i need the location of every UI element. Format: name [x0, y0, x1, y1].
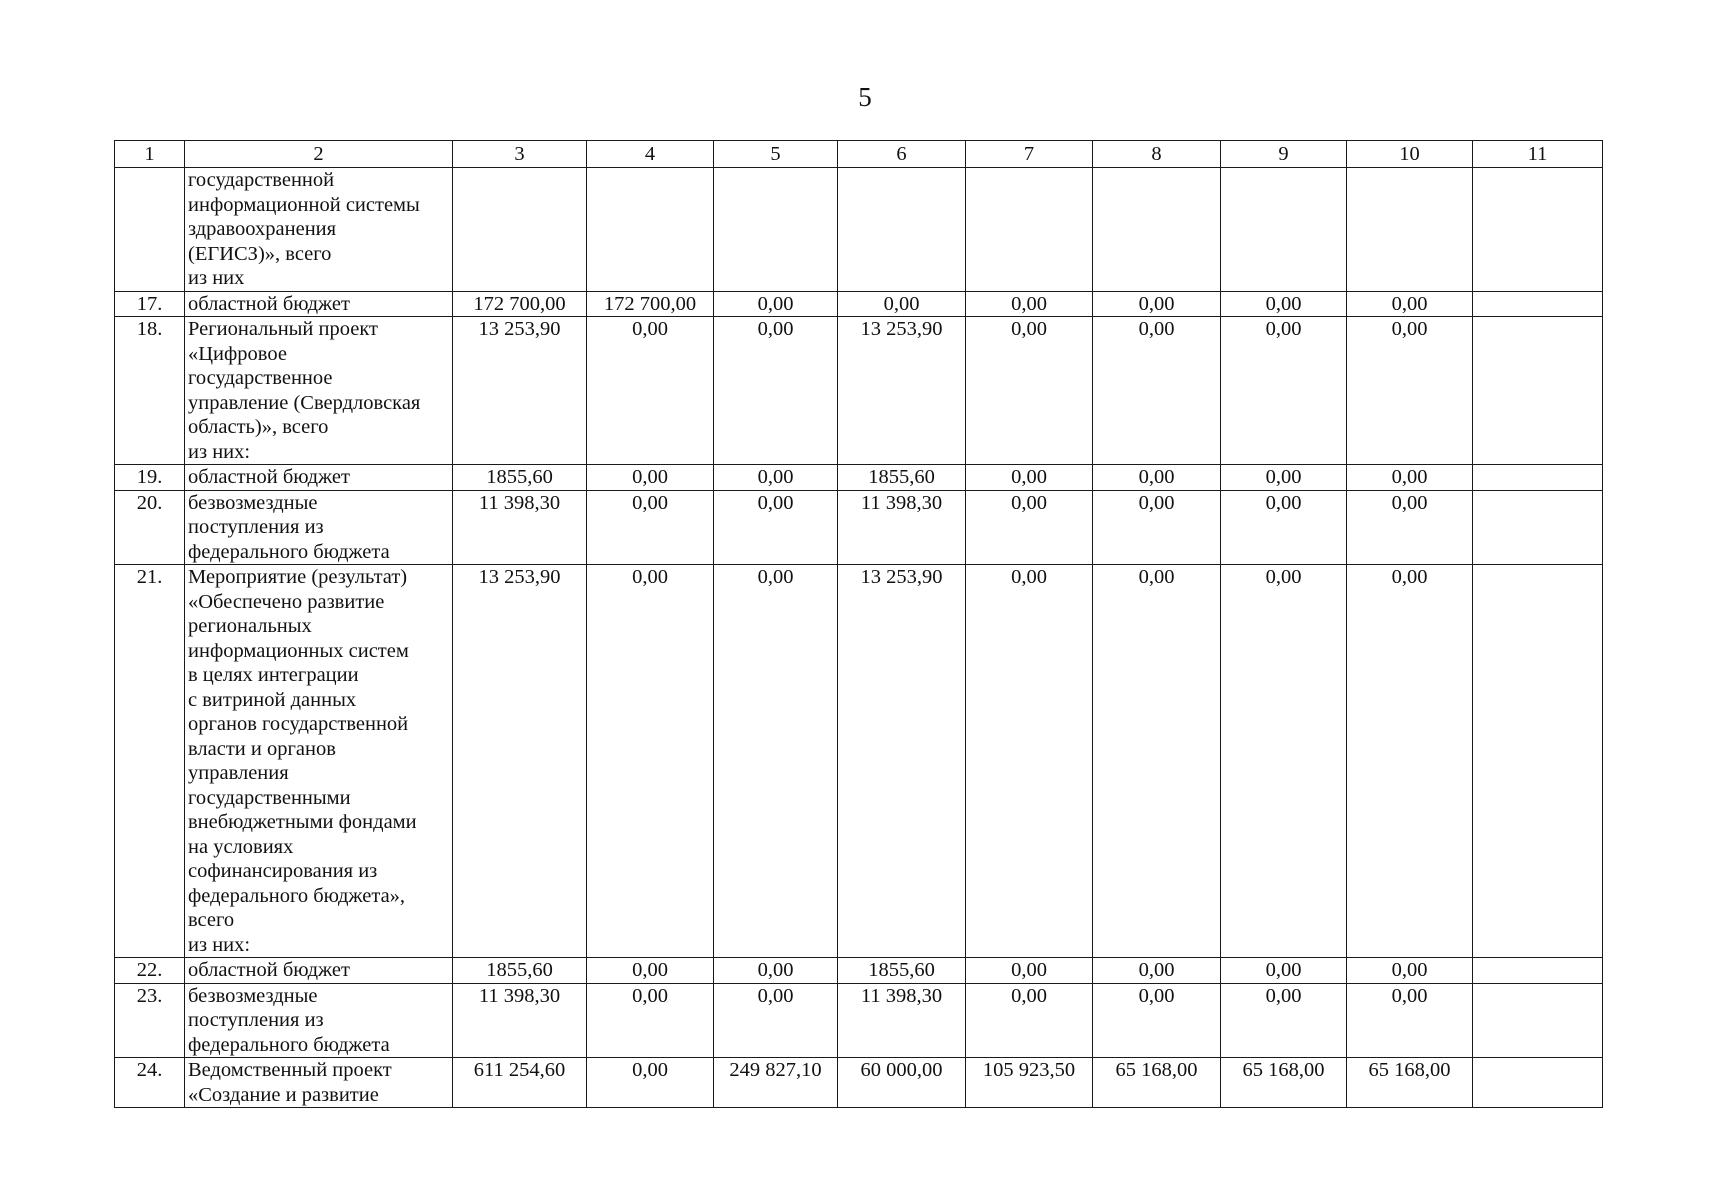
row-value: [587, 168, 714, 292]
row-name: Мероприятие (результат) «Обеспечено развитие региональных информационных систем в целях интеграции с витриной данных органов государственной власти и органов управления государственными внебюджетными фондами на условиях софинансирования из федерального бюджета», всего из них:: [185, 565, 453, 958]
row-value: 0,00: [1093, 291, 1221, 317]
row-value: 0,00: [966, 465, 1093, 491]
column-header: 1: [115, 141, 185, 168]
table-row: [115, 317, 1603, 465]
row-value: 172 700,00: [453, 291, 587, 317]
row-value: 0,00: [1221, 465, 1347, 491]
row-value: 105 923,50: [966, 1058, 1093, 1108]
row-value: [1473, 465, 1603, 491]
row-value: 0,00: [1347, 490, 1473, 565]
column-header: 7: [966, 141, 1093, 168]
column-header: 8: [1093, 141, 1221, 168]
column-header: 11: [1473, 141, 1603, 168]
table-row: [115, 958, 1603, 984]
row-value: 0,00: [1221, 291, 1347, 317]
row-value: 0,00: [1221, 490, 1347, 565]
row-value: 0,00: [966, 291, 1093, 317]
row-value: 0,00: [714, 565, 838, 958]
row-value: 0,00: [714, 983, 838, 1058]
row-value: [453, 168, 587, 292]
row-value: [1473, 1058, 1603, 1108]
row-value: [1473, 958, 1603, 984]
row-value: 0,00: [714, 490, 838, 565]
row-value: 0,00: [1347, 291, 1473, 317]
row-value: 0,00: [587, 465, 714, 491]
row-value: 1855,60: [838, 465, 966, 491]
row-value: 0,00: [1347, 958, 1473, 984]
row-value: [1473, 168, 1603, 292]
row-value: 0,00: [1221, 983, 1347, 1058]
row-value: 0,00: [587, 565, 714, 958]
row-value: 0,00: [714, 465, 838, 491]
row-value: 0,00: [1221, 317, 1347, 465]
column-header: 6: [838, 141, 966, 168]
table-row: [115, 1058, 1603, 1108]
row-value: 0,00: [838, 291, 966, 317]
row-value: [966, 168, 1093, 292]
row-value: 172 700,00: [587, 291, 714, 317]
row-value: 0,00: [587, 317, 714, 465]
row-value: 0,00: [1093, 565, 1221, 958]
row-number: 20.: [115, 490, 185, 565]
row-value: 11 398,30: [453, 983, 587, 1058]
table-row: [115, 983, 1603, 1058]
row-value: 11 398,30: [838, 983, 966, 1058]
row-value: 13 253,90: [453, 565, 587, 958]
table-header-row: [115, 141, 1603, 168]
row-name: безвозмездные поступления из федерального бюджета: [185, 490, 453, 565]
row-value: [1347, 168, 1473, 292]
row-number: 22.: [115, 958, 185, 984]
row-value: 0,00: [1347, 465, 1473, 491]
row-value: 0,00: [587, 1058, 714, 1108]
row-value: 0,00: [1093, 983, 1221, 1058]
column-header: 10: [1347, 141, 1473, 168]
row-value: [1473, 490, 1603, 565]
row-value: 0,00: [966, 317, 1093, 465]
row-value: 65 168,00: [1221, 1058, 1347, 1108]
row-value: 0,00: [1093, 490, 1221, 565]
row-value: 11 398,30: [453, 490, 587, 565]
row-value: 0,00: [1093, 958, 1221, 984]
row-number: 19.: [115, 465, 185, 491]
row-value: 1855,60: [838, 958, 966, 984]
table-row: [115, 490, 1603, 565]
row-value: 249 827,10: [714, 1058, 838, 1108]
row-value: 11 398,30: [838, 490, 966, 565]
row-value: 0,00: [1347, 317, 1473, 465]
row-value: 0,00: [714, 317, 838, 465]
row-value: 0,00: [966, 983, 1093, 1058]
row-value: 0,00: [1221, 958, 1347, 984]
row-name: Ведомственный проект «Создание и развитие: [185, 1058, 453, 1108]
row-value: [1473, 291, 1603, 317]
row-value: 0,00: [1093, 465, 1221, 491]
row-value: [1221, 168, 1347, 292]
row-value: 0,00: [1347, 565, 1473, 958]
row-value: [1093, 168, 1221, 292]
row-name: государственной информационной системы здравоохранения (ЕГИСЗ)», всего из них: [185, 168, 453, 292]
column-header: 5: [714, 141, 838, 168]
row-number: 23.: [115, 983, 185, 1058]
page-number: 5: [858, 82, 872, 112]
row-value: 1855,60: [453, 958, 587, 984]
row-value: [1473, 983, 1603, 1058]
row-value: 0,00: [714, 291, 838, 317]
row-value: [1473, 317, 1603, 465]
row-value: 0,00: [587, 490, 714, 565]
row-value: 0,00: [587, 958, 714, 984]
row-value: 13 253,90: [838, 317, 966, 465]
row-number: 17.: [115, 291, 185, 317]
row-number: 18.: [115, 317, 185, 465]
row-value: 65 168,00: [1093, 1058, 1221, 1108]
column-header: 9: [1221, 141, 1347, 168]
row-value: 13 253,90: [838, 565, 966, 958]
row-value: 0,00: [1347, 983, 1473, 1058]
row-value: 0,00: [587, 983, 714, 1058]
column-header: 3: [453, 141, 587, 168]
column-header: 2: [185, 141, 453, 168]
row-value: 611 254,60: [453, 1058, 587, 1108]
table-row: [115, 291, 1603, 317]
row-value: 0,00: [1093, 317, 1221, 465]
row-name: областной бюджет: [185, 465, 453, 491]
table-row: [115, 168, 1603, 292]
row-value: 60 000,00: [838, 1058, 966, 1108]
row-value: 0,00: [966, 565, 1093, 958]
column-header: 4: [587, 141, 714, 168]
row-name: Региональный проект «Цифровое государственное управление (Свердловская область)», всего из них:: [185, 317, 453, 465]
row-value: 0,00: [1221, 565, 1347, 958]
row-name: безвозмездные поступления из федерального бюджета: [185, 983, 453, 1058]
row-value: [1473, 565, 1603, 958]
row-value: 0,00: [966, 958, 1093, 984]
row-value: 65 168,00: [1347, 1058, 1473, 1108]
budget-table: [114, 140, 1603, 1108]
row-name: областной бюджет: [185, 958, 453, 984]
table-row: [115, 565, 1603, 958]
row-value: 0,00: [966, 490, 1093, 565]
row-value: 13 253,90: [453, 317, 587, 465]
row-value: 1855,60: [453, 465, 587, 491]
row-number: 24.: [115, 1058, 185, 1108]
row-value: [714, 168, 838, 292]
row-number: [115, 168, 185, 292]
table-row: [115, 465, 1603, 491]
row-value: 0,00: [714, 958, 838, 984]
row-value: [838, 168, 966, 292]
row-number: 21.: [115, 565, 185, 958]
row-name: областной бюджет: [185, 291, 453, 317]
